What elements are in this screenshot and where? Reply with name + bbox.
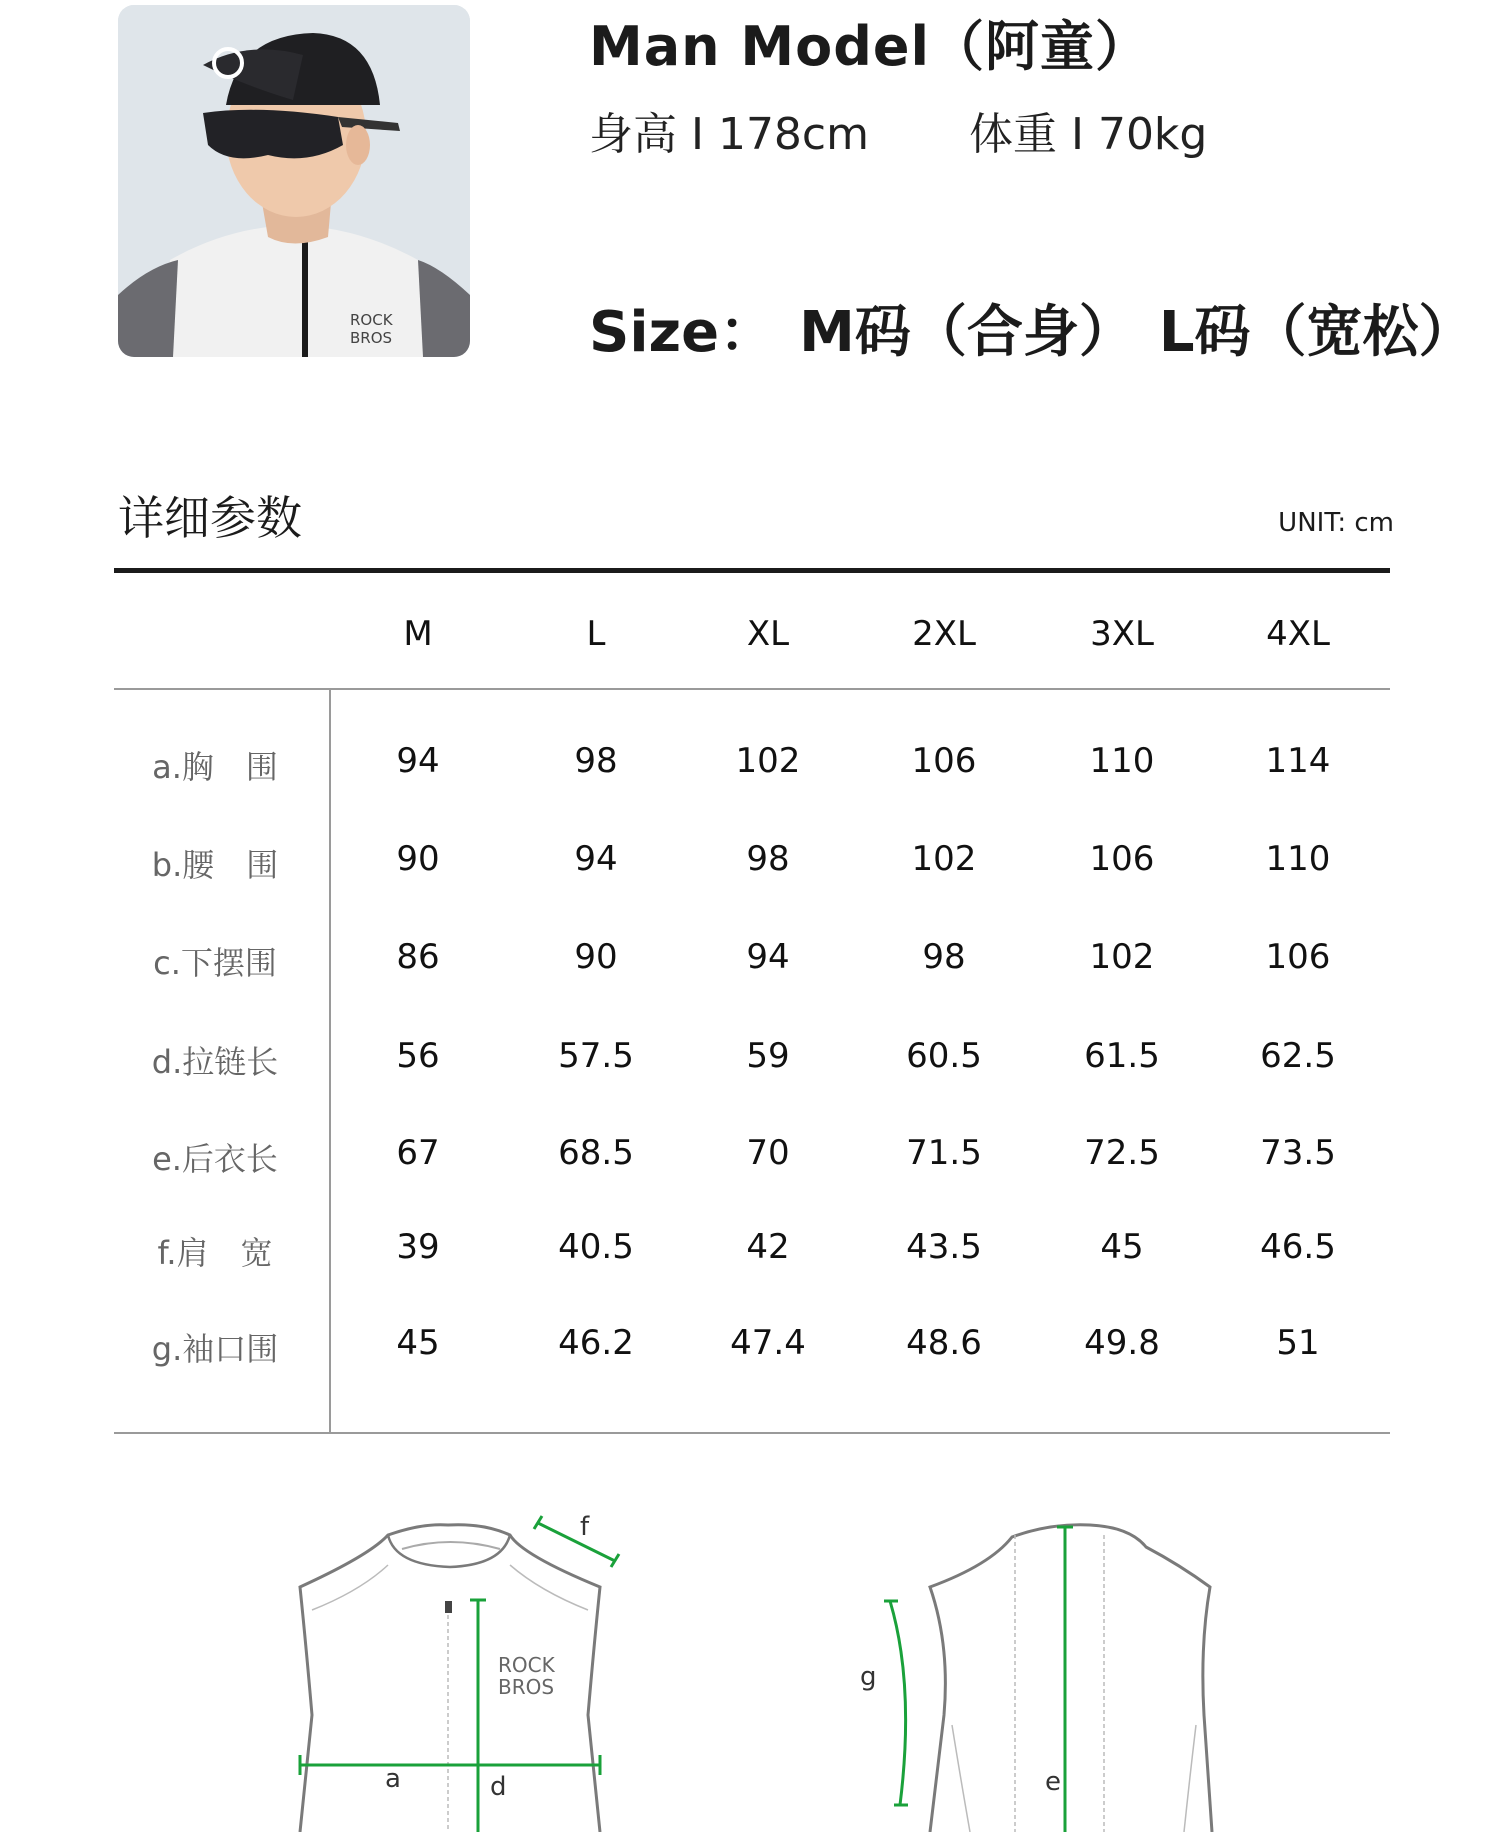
table-cell: 102 <box>1089 937 1155 977</box>
table-cell: 106 <box>1265 937 1331 977</box>
table-cell: 70 <box>746 1133 790 1173</box>
table-cell: 42 <box>746 1227 790 1267</box>
unit-label: UNIT: cm <box>1278 508 1394 538</box>
table-cell: 49.8 <box>1084 1323 1160 1363</box>
table-cell: 114 <box>1265 741 1331 781</box>
table-cell: 68.5 <box>558 1133 634 1173</box>
jersey-logo-rock: ROCK <box>350 311 393 329</box>
table-cell: 57.5 <box>558 1036 634 1076</box>
table-cell: 94 <box>396 741 440 781</box>
section-title: 详细参数 <box>118 491 302 545</box>
table-cell: 56 <box>396 1036 440 1076</box>
model-illustration <box>118 5 470 357</box>
table-cell: 110 <box>1089 741 1155 781</box>
row-label: g.袖口围 <box>151 1330 279 1368</box>
table-cell: 46.2 <box>558 1323 634 1363</box>
front-logo-bros: BROS <box>498 1675 555 1699</box>
table-cell: 106 <box>911 741 977 781</box>
front-garment-diagram <box>290 1505 630 1832</box>
row-label: b.腰 围 <box>151 846 279 884</box>
measure-label-a: a <box>385 1764 401 1794</box>
table-cell: 86 <box>396 937 440 977</box>
table-cell: 98 <box>922 937 966 977</box>
model-weight: 体重 I 70kg <box>969 109 1208 160</box>
front-logo-rock: ROCK <box>498 1653 555 1677</box>
back-garment-diagram <box>860 1505 1220 1832</box>
column-header-3xl: 3XL <box>1090 614 1154 654</box>
table-cell: 45 <box>396 1323 440 1363</box>
label-divider <box>329 689 331 1433</box>
table-cell: 94 <box>746 937 790 977</box>
table-cell: 110 <box>1265 839 1331 879</box>
table-cell: 94 <box>574 839 618 879</box>
table-top-rule <box>114 568 1390 573</box>
column-header-2xl: 2XL <box>912 614 976 654</box>
table-cell: 43.5 <box>906 1227 982 1267</box>
row-label: f.肩 宽 <box>157 1234 273 1272</box>
column-header-xl: XL <box>746 614 790 654</box>
row-label: d.拉链长 <box>151 1043 279 1081</box>
table-cell: 40.5 <box>558 1227 634 1267</box>
table-cell: 61.5 <box>1084 1036 1160 1076</box>
table-cell: 47.4 <box>730 1323 806 1363</box>
table-cell: 106 <box>1089 839 1155 879</box>
table-cell: 98 <box>574 741 618 781</box>
size-recommendation <box>589 288 1499 368</box>
model-height: 身高 I 178cm <box>589 109 869 160</box>
table-cell: 102 <box>911 839 977 879</box>
column-header-l: L <box>586 614 606 654</box>
column-header-4xl: 4XL <box>1266 614 1330 654</box>
measure-label-g: g <box>860 1662 877 1692</box>
table-cell: 48.6 <box>906 1323 982 1363</box>
row-label: c.下摆围 <box>153 944 277 982</box>
table-cell: 90 <box>396 839 440 879</box>
table-cell: 39 <box>396 1227 440 1267</box>
table-cell: 72.5 <box>1084 1133 1160 1173</box>
model-title: Man Model（阿童） <box>589 15 1151 78</box>
table-cell: 62.5 <box>1260 1036 1336 1076</box>
table-cell: 67 <box>396 1133 440 1173</box>
size-option-m: M码（合身） <box>799 300 1135 365</box>
row-label: a.胸 围 <box>152 748 278 786</box>
table-cell: 60.5 <box>906 1036 982 1076</box>
size-label: Size： <box>589 300 776 365</box>
table-cell: 102 <box>735 741 801 781</box>
column-header-m: M <box>403 614 433 654</box>
table-cell: 51 <box>1276 1323 1320 1363</box>
measure-label-d: d <box>490 1772 507 1802</box>
table-cell: 45 <box>1100 1227 1144 1267</box>
table-cell: 98 <box>746 839 790 879</box>
table-cell: 46.5 <box>1260 1227 1336 1267</box>
table-bottom-rule <box>114 1432 1390 1434</box>
table-cell: 90 <box>574 937 618 977</box>
header-divider <box>114 688 1390 690</box>
model-photo <box>118 5 470 357</box>
size-option-l: L码（宽松） <box>1158 300 1475 365</box>
table-cell: 59 <box>746 1036 790 1076</box>
table-cell: 73.5 <box>1260 1133 1336 1173</box>
table-cell: 71.5 <box>906 1133 982 1173</box>
measure-label-e: e <box>1045 1767 1061 1797</box>
row-label: e.后衣长 <box>152 1140 278 1178</box>
jersey-logo-bros: BROS <box>350 329 393 347</box>
measure-label-f: f <box>580 1512 590 1542</box>
